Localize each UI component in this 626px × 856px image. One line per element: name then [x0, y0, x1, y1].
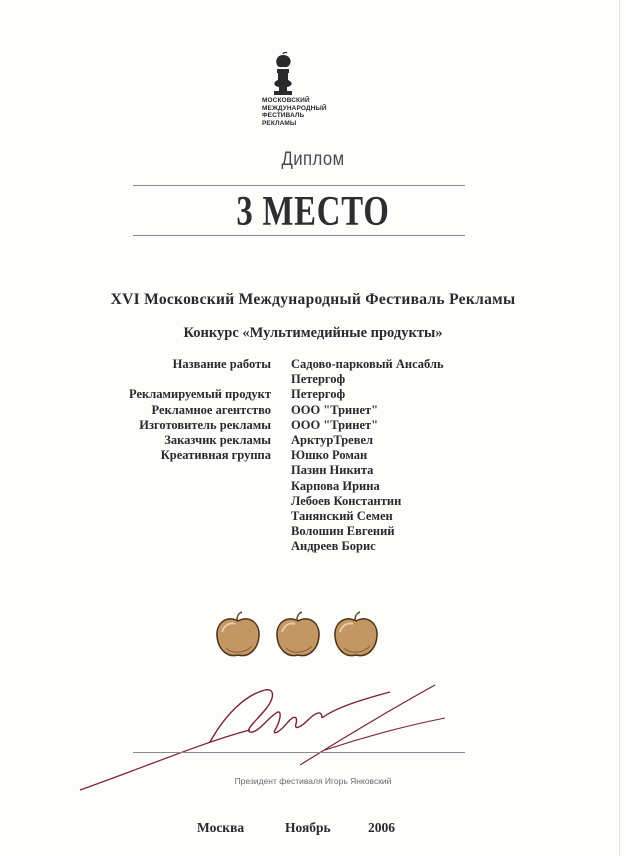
detail-row-product [0, 387, 626, 402]
team-member: Танянский Семен [291, 509, 393, 524]
diploma-title: Диплом [281, 149, 345, 170]
footer-month: Ноябрь [285, 820, 331, 835]
apple-on-pedestal-icon [268, 52, 298, 96]
golden-apple-icon [274, 610, 322, 660]
detail-value: ООО "Тринет" [291, 402, 379, 417]
signature-rule [133, 752, 465, 753]
team-member: Карпова Ирина [291, 478, 380, 493]
footer-year: 2006 [368, 820, 395, 835]
detail-value: ООО "Тринет" [291, 417, 379, 432]
team-member: Лебоев Константин [291, 493, 402, 508]
detail-label: Рекламируемый продукт [129, 387, 271, 402]
detail-value: Садово-парковый Ансабль [291, 357, 444, 371]
details-table [0, 357, 626, 555]
team-member: Пазин Никита [291, 463, 374, 478]
detail-row-creative-team [0, 448, 626, 554]
team-member: Андреев Борис [291, 539, 376, 554]
team-member: Юшко Роман [291, 448, 368, 463]
golden-apple-icon [332, 610, 380, 660]
detail-value: АрктурТревел [291, 433, 374, 448]
detail-label: Рекламное агентство [151, 402, 271, 417]
place-rule [133, 235, 465, 236]
detail-row-client [0, 433, 626, 448]
detail-row-work-title [0, 357, 626, 387]
detail-label: Изготовитель рекламы [139, 417, 271, 432]
festival-name: XVI Московский Международный Фестиваль Рекламы [110, 291, 516, 308]
detail-label: Название работы [172, 357, 271, 371]
contest-name: Конкурс «Мультимедийные продукты» [183, 325, 443, 341]
detail-row-producer [0, 418, 626, 433]
detail-label: Креативная группа [160, 448, 271, 463]
golden-apple-icon [214, 610, 262, 660]
team-member: Волошин Евгений [291, 524, 395, 539]
detail-label: Заказчик рекламы [164, 433, 271, 448]
place-title: 3 МЕСТО [236, 189, 390, 235]
detail-row-agency [0, 403, 626, 418]
award-apples [214, 610, 384, 662]
top-rule [133, 185, 465, 186]
detail-value: Петергоф [291, 372, 346, 387]
footer-city: Москва [197, 820, 245, 835]
president-caption: Президент фестиваля Игорь Янковский [234, 776, 392, 786]
festival-logo-text: МОСКОВСКИЙ МЕЖДУНАРОДНЫЙ ФЕСТИВАЛЬ РЕКЛАМЫ [262, 97, 327, 127]
festival-logo [262, 52, 332, 127]
detail-value: Петергоф [291, 387, 346, 402]
